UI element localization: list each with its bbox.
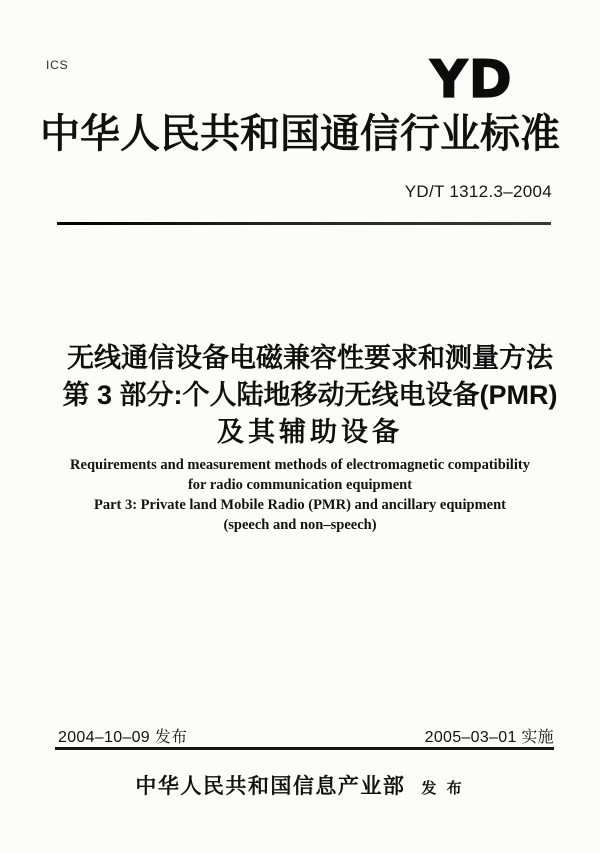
header-divider-rule [57, 222, 551, 225]
english-title-block [0, 455, 600, 535]
issue-action-label: 发 布 [421, 780, 465, 797]
chinese-title-block [10, 340, 600, 451]
standard-category-heading: 中华人民共和国通信行业标准 [40, 112, 560, 156]
english-title-line-3: Part 3: Private land Mobile Radio (PMR) and ancillary equipment [93, 497, 506, 513]
dates-row [58, 724, 554, 747]
chinese-title-line-2: 第 3 部分:个人陆地移动无线电设备(PMR) [62, 380, 558, 410]
issuing-ministry: 中华人民共和国信息产业部 [135, 774, 406, 798]
english-title-line-4: (speech and non–speech) [223, 517, 377, 533]
standard-number: YD/T 1312.3–2004 [404, 182, 552, 201]
footer-divider-rule [55, 747, 554, 750]
english-title-line-2: for radio communication equipment [187, 477, 413, 493]
chinese-title-line-1: 无线通信设备电磁兼容性要求和测量方法 [67, 343, 553, 373]
yd-logo: YD [430, 50, 513, 110]
ics-label: ICS [46, 58, 69, 72]
issue-date: 2004–10–09 发布 [58, 729, 188, 746]
implementation-date: 2005–03–01 实施 [424, 729, 554, 746]
issuer-row [0, 770, 600, 800]
chinese-title-line-3: 及其辅助设备 [217, 417, 403, 447]
english-title-line-1: Requirements and measurement methods of electromagnetic compatibility [70, 457, 530, 473]
